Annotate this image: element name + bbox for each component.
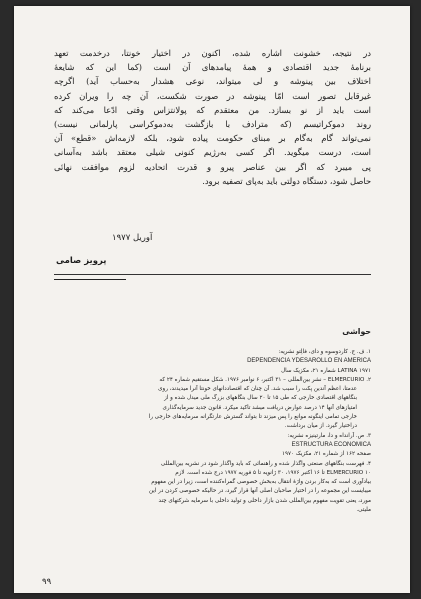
footnote-line: صفحه ۱۶۲ از شماره ۲۱، مکزیک ۱۹۷۰ — [282, 451, 371, 458]
body-line: روند دموکراتیسم (که مترادف با بازگشت به‌دموکراسی پارلمانی نیست) — [54, 119, 371, 130]
divider-line — [54, 274, 371, 275]
footnote-line: ESTRUCTURA ECONOMICA — [291, 441, 371, 448]
body-line: است باید از نو بسازد. من معتقدم که پولانتزاس وقتی ادّعا می‌کند که — [54, 104, 371, 115]
document-page — [14, 6, 410, 593]
author-name: پرویز صامی — [56, 256, 107, 266]
footnote-line: بیادآوری است که به‌کار بردن واژهٔ انتقال به‌بخش خصوصی گمراه‌کننده است، زیرا در این مفهوم — [151, 479, 371, 486]
body-line: غیرقابل تصور است امّا پینوشه در صورت شکست، آن چه را ویران کرده — [54, 90, 371, 101]
footnote-line: LATINA ۱۹۷۱ شماره ۲۱، مکزیک سال — [281, 367, 371, 374]
footnotes — [54, 348, 371, 515]
footnote-line: خارجی تمامی اینگونه موانع را پس میزند تا بتواند گسترش عارتگرانه سرمایه‌های خارجی را — [148, 414, 357, 421]
footnote-line: DEPENDENCIA YDESAROLLO EN AMERICA — [247, 358, 371, 365]
footnote-line: ۳. ص. آرانداه و دا، مارتینیزه نشریه: — [287, 432, 371, 439]
body-line: برنامهٔ جدید اقتصادی و همهٔ پیامدهای آن است (کما این که شایعهٔ — [54, 62, 371, 73]
body-line: اختلاف بین پینوشه و لی میتواند، نوعی هشدار به‌حساب آید) اگرچه — [54, 76, 371, 87]
footnote-line: امتیازهای آنها ۱۴ درصد عوارض دریافت میشد تأکید میکرد. قانون جدید سرمایه‌گذاری — [162, 404, 357, 411]
body-line: پی میبرد که اگر بین عناصر پیرو و قدرت اتحادیه لزوم موافقت نهائی — [54, 161, 371, 172]
footnote-line: ۲. ELMERCURIO – نشر بین‌المللی – ۳۱ اکتبر، ۶ نوامبر ۱۹۷۶. شکل مستقیم شماره ۲۴ که — [159, 376, 371, 383]
footnote-line: عدمتا، اعظم آندین پکت را سبب شد. آن چنان که اقتصاددانهای خونتا آنرا میدیدند، روی — [158, 386, 357, 393]
article-date: آوریل ۱۹۷۷ — [112, 233, 153, 243]
body-line: است، درست میگوید. اگر کسی به‌رژیم کنونی شیلی معتقد باشد به‌آسانی — [54, 147, 371, 158]
body-line: در نتیجه، خشونت اشاره شده، اکنون در اختیار خونتا، درخدمت تعهد — [54, 48, 371, 58]
body-line: نمی‌تواند گام به‌گام بر مبنای حکومت پیاده شود، بلکه لازمه‌اش «قطع» آن — [54, 133, 371, 144]
divider-short — [54, 279, 126, 280]
footnote-line: دراختیار گیرد. از میان برداشت. — [284, 423, 357, 430]
footnote-line: بنگاههای اقتصادی خارجی که طی ۱۵ تا ۲۰ سال بنگاههای بزرگ ملی میدل شده و از — [164, 395, 357, 402]
body-line: حاصل شود، دستگاه دولتی باید به‌پای تصفیه برود. — [202, 175, 371, 186]
footnote-line: ملیتی. — [356, 507, 371, 514]
footnote-line: مورد، یعنی تقویت مفهوم بین‌المللی شدن بازار داخلی و تولید داخلی با سرمایه شرکتهای چند — [158, 497, 371, 504]
footnote-line: ۱. ف. ج. کاردوسوه و دای، فالِتو نشریه: — [278, 349, 371, 355]
page-number: ۹۹ — [42, 577, 52, 587]
footnote-line: میبایست این مجموعه را در اختیار صاحبان اصلی آنها قرار گیرد، در حالیکه خصوصی کردن در این — [149, 488, 371, 495]
footnote-line: ۴. فهرست بنگاههای صنعتی واگذار شده و راهنمائی که باید واگذار شود در نشریه بین‌المللی — [160, 460, 371, 467]
notes-heading: حواشی — [342, 327, 371, 336]
footnote-line: ELMERCURIO ۱۰ تا ۱۶ اکتبر ۱۹۷۶، ۳۰ ژانویه تا ۵ فوریه ۱۹۷۷ درج شده است. لازم — [175, 469, 371, 476]
body-text — [54, 46, 371, 188]
